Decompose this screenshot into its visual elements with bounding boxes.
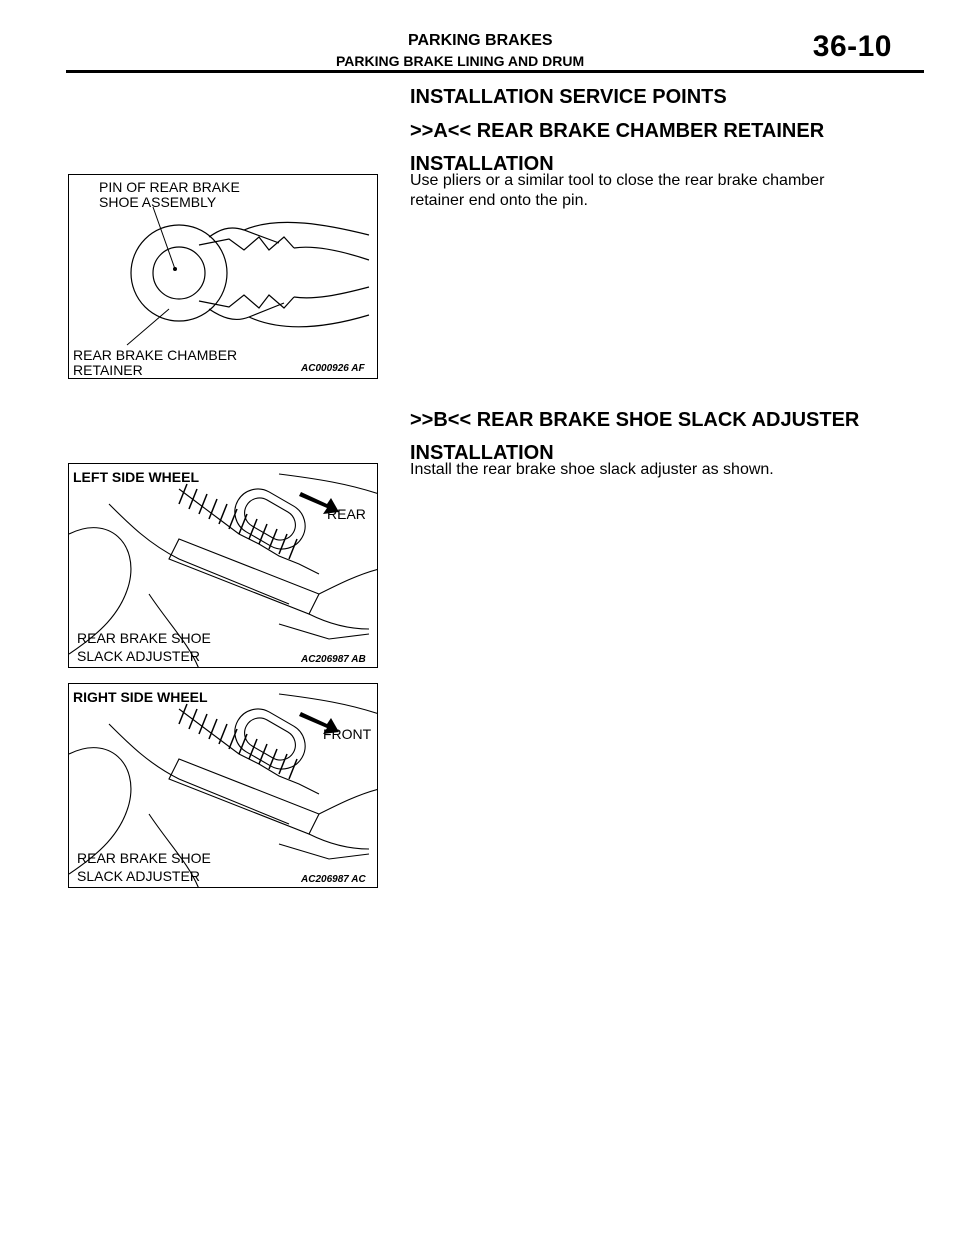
page-number: 36-10 (812, 30, 892, 63)
figure-code: AC000926 AF (301, 363, 365, 374)
figure-left-side-wheel (68, 463, 378, 668)
step-b-heading-line2: INSTALLATION (410, 442, 554, 464)
label-retainer-line1: REAR BRAKE CHAMBER (73, 347, 238, 363)
wheel-side-title: LEFT SIDE WHEEL (73, 469, 199, 485)
step-a-heading-line2: INSTALLATION (410, 153, 554, 175)
direction-label: FRONT (323, 726, 372, 742)
header-rule (66, 70, 924, 73)
direction-label: REAR (327, 506, 366, 522)
label-adjuster-line1: REAR BRAKE SHOE (77, 850, 211, 866)
figure-retainer-pliers (68, 174, 378, 379)
step-a-text: Use pliers or a similar tool to close the rear brake chamber retainer end onto the pin. (410, 172, 825, 209)
figure-code: AC206987 AC (301, 874, 366, 885)
chapter-title: PARKING BRAKES (408, 32, 553, 49)
label-adjuster-line2: SLACK ADJUSTER (77, 648, 200, 664)
step-b-text: Install the rear brake shoe slack adjuster as shown. (410, 461, 774, 478)
wheel-side-title: RIGHT SIDE WHEEL (73, 689, 208, 705)
step-b-heading-line1: >>B<< REAR BRAKE SHOE SLACK ADJUSTER (410, 409, 860, 431)
label-pin-line2: SHOE ASSEMBLY (99, 194, 217, 210)
label-pin-line1: PIN OF REAR BRAKE (99, 179, 240, 195)
label-retainer-line2: RETAINER (73, 362, 143, 378)
figure-right-side-wheel (68, 683, 378, 888)
step-a-heading-line1: >>A<< REAR BRAKE CHAMBER RETAINER (410, 120, 825, 142)
label-adjuster-line1: REAR BRAKE SHOE (77, 630, 211, 646)
section-subtitle: PARKING BRAKE LINING AND DRUM (336, 53, 585, 69)
section-heading: INSTALLATION SERVICE POINTS (410, 86, 727, 108)
label-adjuster-line2: SLACK ADJUSTER (77, 868, 200, 884)
figure-code: AC206987 AB (301, 654, 366, 665)
